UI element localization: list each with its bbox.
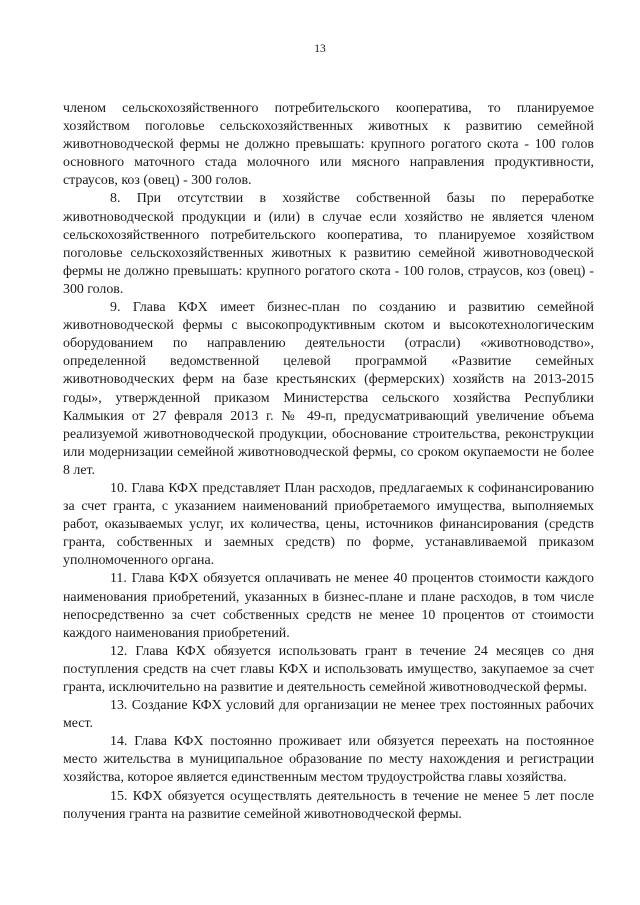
paragraph-9: 9. Глава КФХ имеет бизнес-план по созданию и развитию семейной животноводческой фермы с высокопродуктивным скотом и высокотехнологическим оборудованием по направлению деятельности (отрасли) «животноводство», определенной ведомственной целевой программой «Развитие семейных животноводческих ферм на базе крестьянских (фермерских) хозяйств на 2013-2015 годы», утвержденной приказом Министерства сельского хозяйства Республики Калмыкия от 27 февраля 2013 г. № 49-п, предусматривающий увеличение объема реализуемой животноводческой продукции, обоснование строительства, реконструкции или модернизации семейной животноводческой фермы, со сроком окупаемости не более 8 лет. [63,300,594,478]
paragraph-14: 14. Глава КФХ постоянно проживает или обязуется переехать на постоянное место жительства в муниципальное образование по месту нахождения и регистрации хозяйства, которое является единственным местом трудоустройства главы хозяйства. [63,734,594,786]
paragraph-8: 8. При отсутствии в хозяйстве собственной базы по переработке животноводческой продукции и (или) в случае если хозяйство не является членом сельскохозяйственного потребительского кооператива, то планируемое хозяйством поголовье сельскохозяйственных животных к развитию семейной животноводческой фермы не должно превышать: крупного рогатого скота - 100 голов, страусов, коз (овец) - 300 голов. [63,191,594,297]
paragraph-11: 11. Глава КФХ обязуется оплачивать не менее 40 процентов стоимости каждого наименования приобретений, указанных в бизнес-плане и плане расходов, в том числе непосредственно за счет собственных средств не менее 10 процентов от стоимости каждого наименования приобретений. [63,571,594,641]
paragraph-13: 13. Создание КФХ условий для организации не менее трех постоянных рабочих мест. [63,698,594,732]
paragraph-10: 10. Глава КФХ представляет План расходов, предлагаемых к софинансированию за счет гранта, с указанием наименований приобретаемого имущества, выполняемых работ, оказываемых услуг, их количества, цены, источников финансирования (средств гранта, собственных и заемных средств) по форме, устанавливаемой приказом уполномоченного органа. [63,480,594,569]
document-body [63,100,594,824]
paragraph-continuation: членом сельскохозяйственного потребительского кооператива, то планируемое хозяйством поголовье сельскохозяйственных животных к развитию семейной животноводческой фермы не должно превышать: крупного рогатого скота - 100 голов основного маточного стада молочного или мясного направления продуктивности, страусов, коз (овец) - 300 голов. [63,101,594,189]
paragraph-15: 15. КФХ обязуется осуществлять деятельность в течение не менее 5 лет после получения гранта на развитие семейной животноводческой фермы. [63,788,594,822]
page-number: 13 [314,43,326,55]
paragraph-12: 12. Глава КФХ обязуется использовать грант в течение 24 месяцев со дня поступления средств на счет главы КФХ и использовать имущество, закупаемое за счет гранта, исключительно на развитие и деятельность семейной животноводческой фермы. [63,643,594,695]
